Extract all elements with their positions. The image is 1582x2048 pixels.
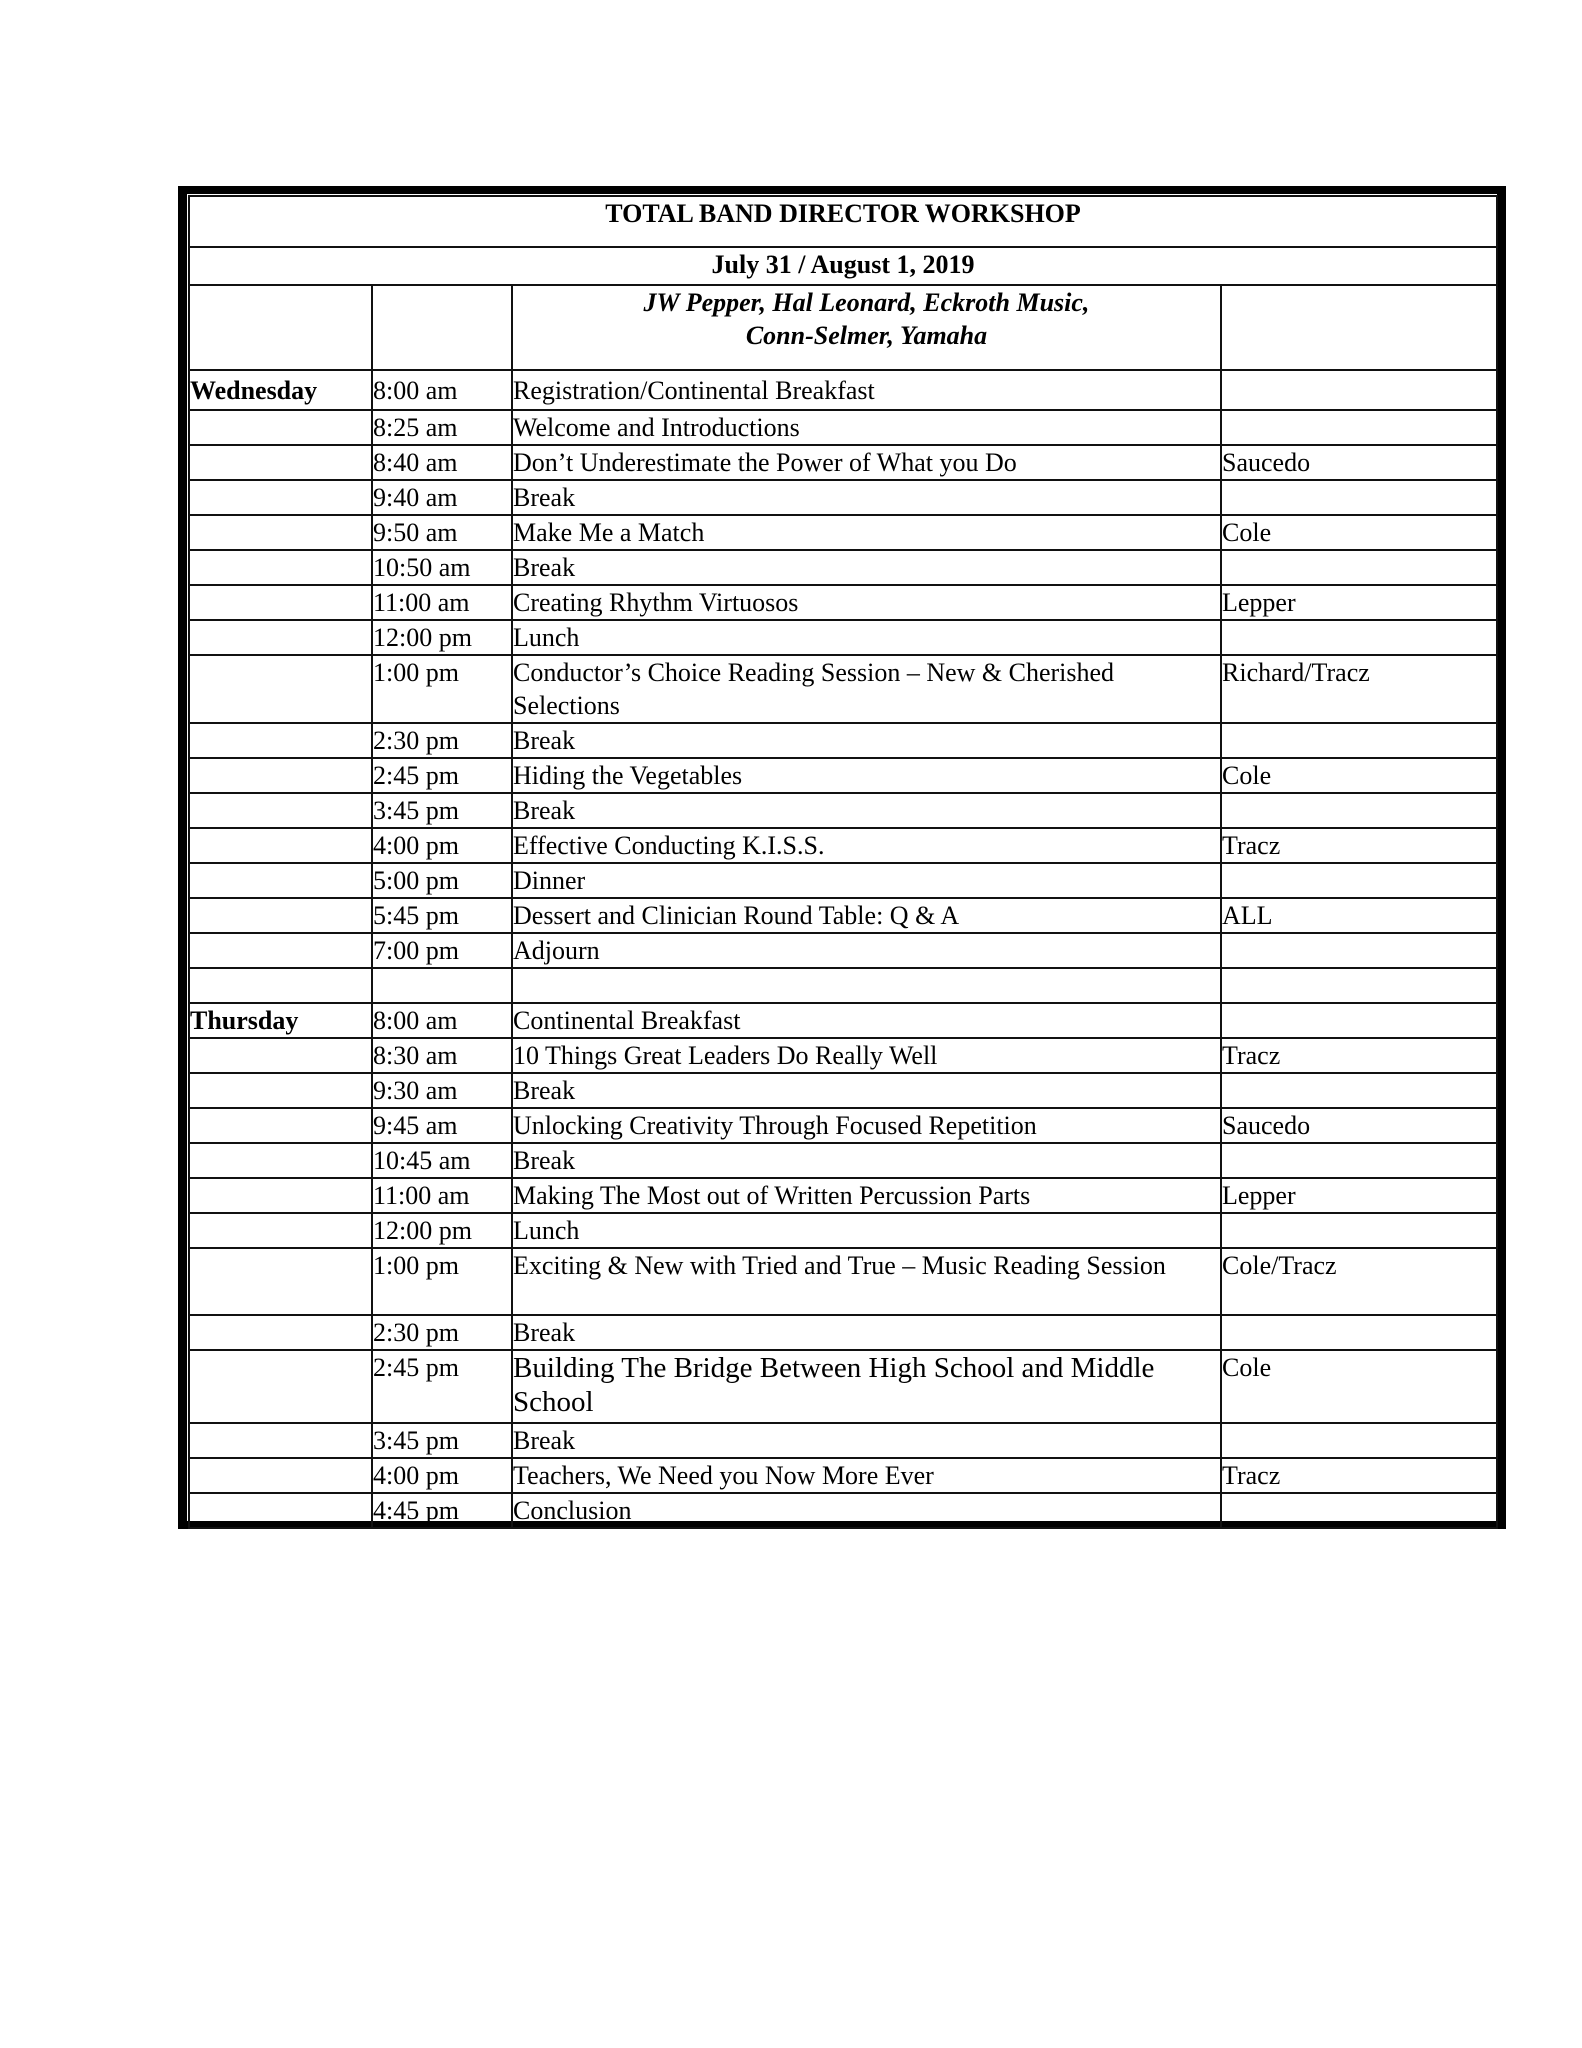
- session-speaker: [1221, 723, 1497, 758]
- day-label: [189, 1493, 372, 1528]
- session-time: 4:00 pm: [372, 1458, 512, 1493]
- day-label: [189, 1458, 372, 1493]
- empty-cell: [372, 968, 512, 1003]
- session-title: Hiding the Vegetables: [512, 758, 1221, 793]
- session-speaker: Tracz: [1221, 828, 1497, 863]
- schedule-row: [189, 1073, 1497, 1108]
- document-title: TOTAL BAND DIRECTOR WORKSHOP: [189, 196, 1497, 247]
- thursday-schedule: [189, 1003, 1497, 1528]
- session-title: Continental Breakfast: [512, 1003, 1221, 1038]
- blank-row: [189, 968, 1497, 1003]
- empty-cell: [189, 285, 372, 370]
- session-time: 1:00 pm: [372, 655, 512, 723]
- date-row: [189, 247, 1497, 285]
- session-title: Adjourn: [512, 933, 1221, 968]
- empty-cell: [372, 285, 512, 370]
- session-speaker: Cole: [1221, 758, 1497, 793]
- session-time: 5:00 pm: [372, 863, 512, 898]
- day-label: [189, 480, 372, 515]
- session-time: 7:00 pm: [372, 933, 512, 968]
- schedule-row: [189, 550, 1497, 585]
- session-title: Welcome and Introductions: [512, 410, 1221, 445]
- empty-cell: [189, 968, 372, 1003]
- session-time: 4:00 pm: [372, 828, 512, 863]
- session-speaker: Cole/Tracz: [1221, 1248, 1497, 1315]
- session-title: Dinner: [512, 863, 1221, 898]
- day-label: [189, 445, 372, 480]
- session-title: Exciting & New with Tried and True – Music Reading Session: [512, 1248, 1221, 1315]
- session-speaker: [1221, 480, 1497, 515]
- session-time: 10:50 am: [372, 550, 512, 585]
- schedule-row: [189, 515, 1497, 550]
- day-label: [189, 723, 372, 758]
- schedule-row: [189, 480, 1497, 515]
- day-label: [189, 1073, 372, 1108]
- session-time: 1:00 pm: [372, 1248, 512, 1315]
- session-speaker: [1221, 1143, 1497, 1178]
- session-time: 12:00 pm: [372, 1213, 512, 1248]
- session-speaker: [1221, 550, 1497, 585]
- session-title: Building The Bridge Between High School and Middle School: [512, 1350, 1221, 1423]
- schedule-row: [189, 1458, 1497, 1493]
- empty-cell: [1221, 968, 1497, 1003]
- day-label: Thursday: [189, 1003, 372, 1038]
- session-time: 8:30 am: [372, 1038, 512, 1073]
- day-label: [189, 620, 372, 655]
- day-label: [189, 1038, 372, 1073]
- session-speaker: ALL: [1221, 898, 1497, 933]
- session-time: 11:00 am: [372, 1178, 512, 1213]
- session-speaker: [1221, 1213, 1497, 1248]
- schedule-row: [189, 723, 1497, 758]
- schedule-row: [189, 620, 1497, 655]
- session-speaker: [1221, 1073, 1497, 1108]
- day-label: [189, 828, 372, 863]
- session-speaker: Cole: [1221, 1350, 1497, 1423]
- schedule-row: [189, 828, 1497, 863]
- session-title: Break: [512, 1315, 1221, 1350]
- session-time: 3:45 pm: [372, 1423, 512, 1458]
- sponsor-row: [189, 285, 1497, 370]
- session-time: 2:30 pm: [372, 1315, 512, 1350]
- session-time: 9:45 am: [372, 1108, 512, 1143]
- schedule-row: [189, 1213, 1497, 1248]
- session-speaker: Saucedo: [1221, 445, 1497, 480]
- session-time: 8:00 am: [372, 1003, 512, 1038]
- session-title: Break: [512, 1073, 1221, 1108]
- schedule-row: [189, 1493, 1497, 1528]
- schedule-row: [189, 410, 1497, 445]
- schedule-row: [189, 758, 1497, 793]
- session-time: 9:30 am: [372, 1073, 512, 1108]
- session-time: 4:45 pm: [372, 1493, 512, 1528]
- session-speaker: Lepper: [1221, 1178, 1497, 1213]
- session-title: Break: [512, 1143, 1221, 1178]
- day-label: [189, 1248, 372, 1315]
- session-time: 8:40 am: [372, 445, 512, 480]
- session-speaker: [1221, 863, 1497, 898]
- schedule-row: [189, 1315, 1497, 1350]
- day-label: [189, 1178, 372, 1213]
- day-label: [189, 515, 372, 550]
- schedule-row: [189, 1423, 1497, 1458]
- day-label: [189, 1423, 372, 1458]
- schedule-row: [189, 1248, 1497, 1315]
- session-speaker: Tracz: [1221, 1458, 1497, 1493]
- session-speaker: [1221, 1493, 1497, 1528]
- session-speaker: Richard/Tracz: [1221, 655, 1497, 723]
- session-title: Registration/Continental Breakfast: [512, 370, 1221, 410]
- session-speaker: [1221, 410, 1497, 445]
- session-speaker: Cole: [1221, 515, 1497, 550]
- session-speaker: [1221, 1423, 1497, 1458]
- session-speaker: [1221, 1315, 1497, 1350]
- session-title: Break: [512, 723, 1221, 758]
- schedule-row: [189, 1178, 1497, 1213]
- day-label: [189, 655, 372, 723]
- session-speaker: [1221, 370, 1497, 410]
- session-title: Lunch: [512, 1213, 1221, 1248]
- day-label: [189, 585, 372, 620]
- sponsors-line-1: JW Pepper, Hal Leonard, Eckroth Music,: [643, 288, 1090, 317]
- session-title: Teachers, We Need you Now More Ever: [512, 1458, 1221, 1493]
- day-label: [189, 863, 372, 898]
- schedule-row: [189, 863, 1497, 898]
- session-speaker: Tracz: [1221, 1038, 1497, 1073]
- sponsors-line-2: Conn-Selmer, Yamaha: [745, 321, 988, 350]
- session-title: 10 Things Great Leaders Do Really Well: [512, 1038, 1221, 1073]
- day-label: [189, 1315, 372, 1350]
- session-time: 11:00 am: [372, 585, 512, 620]
- day-label: [189, 410, 372, 445]
- day-label: [189, 1350, 372, 1423]
- session-time: 12:00 pm: [372, 620, 512, 655]
- empty-cell: [1221, 285, 1497, 370]
- schedule-row: [189, 933, 1497, 968]
- schedule-row: [189, 445, 1497, 480]
- day-label: [189, 933, 372, 968]
- spacer-section: [189, 968, 1497, 1003]
- session-title: Break: [512, 793, 1221, 828]
- session-title: Creating Rhythm Virtuosos: [512, 585, 1221, 620]
- day-label: [189, 758, 372, 793]
- schedule-row: [189, 1003, 1497, 1038]
- session-speaker: [1221, 933, 1497, 968]
- workshop-dates: July 31 / August 1, 2019: [189, 247, 1497, 285]
- session-title: Conductor’s Choice Reading Session – New & Cherished Selections: [512, 655, 1221, 723]
- day-label: [189, 1108, 372, 1143]
- wednesday-schedule: [189, 370, 1497, 968]
- session-title: Don’t Underestimate the Power of What you Do: [512, 445, 1221, 480]
- schedule-row: [189, 1038, 1497, 1073]
- day-label: [189, 1143, 372, 1178]
- session-time: 2:30 pm: [372, 723, 512, 758]
- schedule-row: [189, 898, 1497, 933]
- session-time: 2:45 pm: [372, 758, 512, 793]
- session-time: 8:25 am: [372, 410, 512, 445]
- sponsors: [512, 285, 1221, 370]
- day-label: [189, 550, 372, 585]
- session-title: Conclusion: [512, 1493, 1221, 1528]
- session-title: Effective Conducting K.I.S.S.: [512, 828, 1221, 863]
- schedule-row: [189, 370, 1497, 410]
- session-speaker: [1221, 1003, 1497, 1038]
- day-label: [189, 793, 372, 828]
- session-title: Make Me a Match: [512, 515, 1221, 550]
- day-label: [189, 1213, 372, 1248]
- day-label: Wednesday: [189, 370, 372, 410]
- session-time: 8:00 am: [372, 370, 512, 410]
- schedule-row: [189, 585, 1497, 620]
- session-time: 9:40 am: [372, 480, 512, 515]
- day-label: [189, 898, 372, 933]
- session-title: Break: [512, 480, 1221, 515]
- session-time: 2:45 pm: [372, 1350, 512, 1423]
- schedule-row: [189, 655, 1497, 723]
- schedule-row: [189, 1108, 1497, 1143]
- session-title: Making The Most out of Written Percussion Parts: [512, 1178, 1221, 1213]
- session-time: 10:45 am: [372, 1143, 512, 1178]
- session-time: 9:50 am: [372, 515, 512, 550]
- schedule-table: [188, 195, 1498, 1529]
- session-time: 5:45 pm: [372, 898, 512, 933]
- session-speaker: Lepper: [1221, 585, 1497, 620]
- session-title: Break: [512, 550, 1221, 585]
- schedule-row: [189, 1350, 1497, 1423]
- session-speaker: [1221, 620, 1497, 655]
- session-title: Lunch: [512, 620, 1221, 655]
- schedule-row: [189, 793, 1497, 828]
- title-row: [189, 196, 1497, 247]
- session-title: Dessert and Clinician Round Table: Q & A: [512, 898, 1221, 933]
- empty-cell: [512, 968, 1221, 1003]
- session-time: 3:45 pm: [372, 793, 512, 828]
- session-speaker: Saucedo: [1221, 1108, 1497, 1143]
- session-speaker: [1221, 793, 1497, 828]
- schedule-row: [189, 1143, 1497, 1178]
- session-title: Unlocking Creativity Through Focused Repetition: [512, 1108, 1221, 1143]
- session-title: Break: [512, 1423, 1221, 1458]
